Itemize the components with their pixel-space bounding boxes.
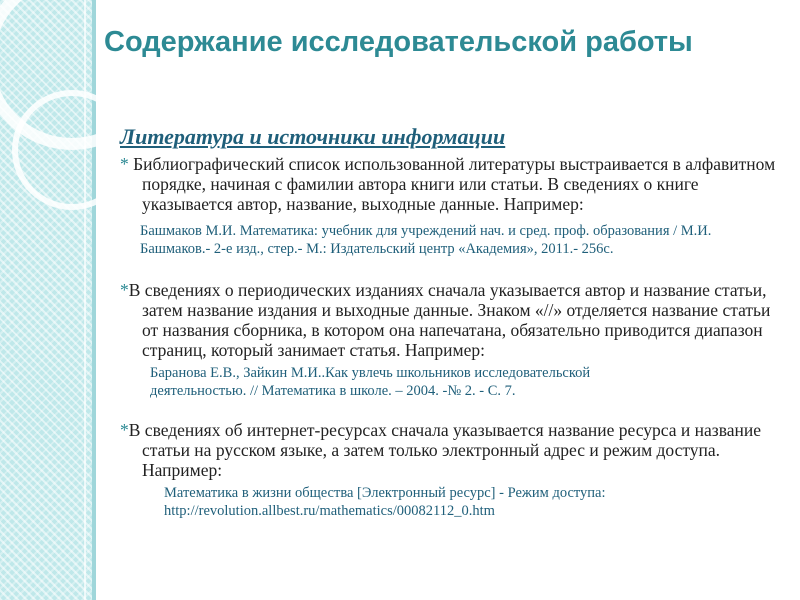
periodical-example (150, 364, 780, 400)
section-heading: Литература и источники информации (120, 124, 506, 149)
periodicals-paragraph (120, 280, 780, 360)
bullet-marker: * (120, 420, 129, 440)
internet-paragraph (120, 420, 780, 480)
internet-text: В сведениях об интернет-ресурсах сначала указывается название ресурса и название статьи на русском языке, а затем только электронный адрес и режим доступа. Например: (128, 420, 761, 480)
internet-example (164, 484, 780, 520)
bibliography-text: Библиографический список использованной литературы выстраивается в алфавитном порядке, начиная с фамилии автора книги или статьи. В сведениях о книге указывается автор, название, выходные данные. Например: (133, 154, 776, 214)
example-line: Баранова Е.В., Зайкин М.И..Как увлечь школьников исследовательской (150, 365, 591, 381)
slide-title: Содержание исследовательской работы (104, 26, 693, 58)
decorative-ring-small (12, 90, 132, 210)
periodicals-text: В сведениях о периодических изданиях сначала указывается автор и название статьи, затем название издания и выходные данные. Знаком «//» отделяется название статьи от названия сборника, в котором она напечатана, обязательно приводится диапазон страниц, который занимает статья. Например: (128, 280, 771, 360)
slide-content (120, 124, 780, 520)
example-line: Башмаков М.И. Математика: учебник для учреждений нач. и сред. проф. образования / М.И. (140, 223, 712, 239)
bullet-marker: * (120, 154, 129, 174)
example-line: деятельностью. // Математика в школе. – 2004. -№ 2. - С. 7. (150, 383, 516, 399)
bullet-marker: * (120, 280, 129, 300)
example-line: Башмаков.- 2-е изд., стер.- М.: Издательский центр «Академия», 2011.- 256с. (140, 241, 614, 257)
bibliography-paragraph (120, 154, 780, 214)
example-line: http://revolution.allbest.ru/mathematics/00082112_0.htm (164, 503, 495, 519)
book-example (140, 222, 780, 258)
example-line: Математика в жизни общества [Электронный ресурс] - Режим доступа: (164, 485, 606, 501)
